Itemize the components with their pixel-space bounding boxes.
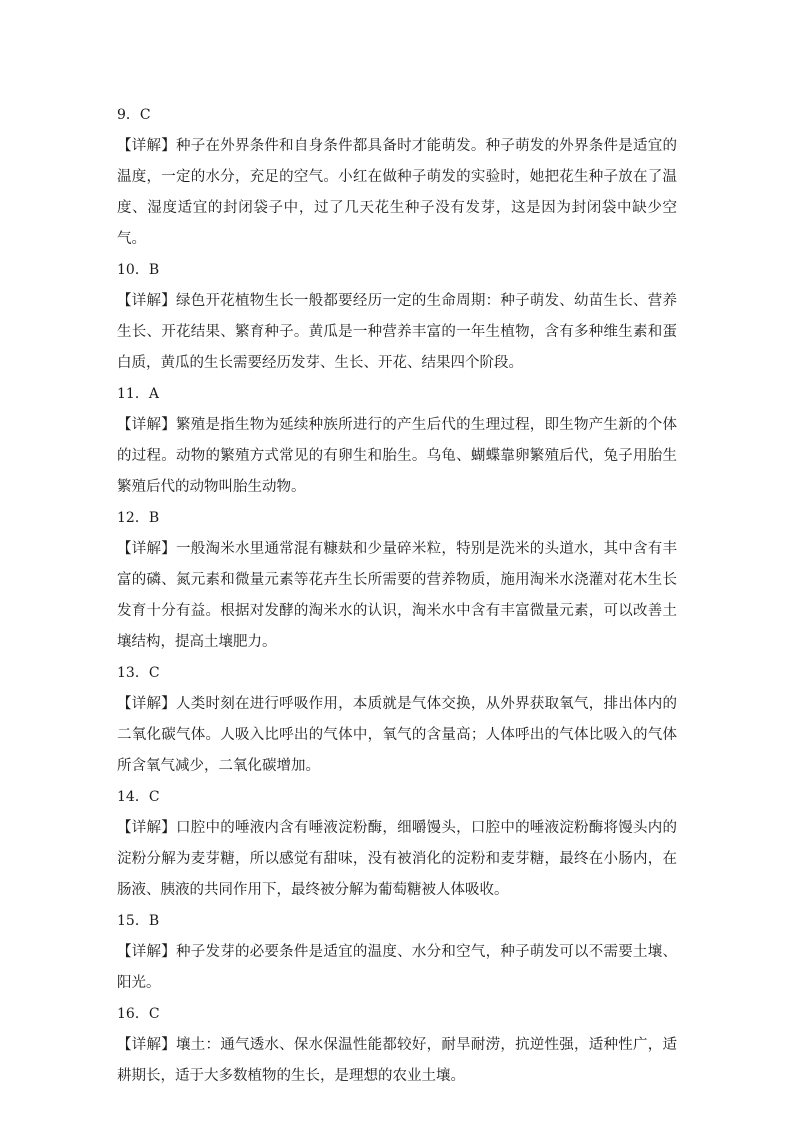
answer-explanations (117, 100, 677, 1092)
answer-number: 16．C (117, 1006, 160, 1022)
answer-number: 15．B (117, 913, 160, 929)
answer-explanation: 【详解】种子发芽的必要条件是适宜的温度、水分和空气，种子萌发可以不需要土壤、阳光。 (117, 944, 677, 991)
answer-explanation: 【详解】绿色开花植物生长一般都要经历一定的生命周期：种子萌发、幼苗生长、营养生长、开花结果、繁育种子。黄瓜是一种营养丰富的一年生植物，含有多种维生素和蛋白质，黄瓜的生长需要经历发芽、生长、开花、结果四个阶段。 (117, 293, 677, 371)
answer-number: 14．C (117, 789, 160, 805)
answer-number: 10．B (117, 262, 160, 278)
answer-explanation: 【详解】繁殖是指生物为延续种族所进行的产生后代的生理过程，即生物产生新的个体的过程。动物的繁殖方式常见的有卵生和胎生。乌龟、蝴蝶靠卵繁殖后代，兔子用胎生繁殖后代的动物叫胎生动物。 (117, 417, 677, 495)
answer-explanation: 【详解】口腔中的唾液内含有唾液淀粉酶，细嚼馒头，口腔中的唾液淀粉酶将馒头内的淀粉分解为麦芽糖，所以感觉有甜味，没有被消化的淀粉和麦芽糖，最终在小肠内，在肠液、胰液的共同作用下，最终被分解为葡萄糖被人体吸收。 (117, 820, 677, 898)
answer-number: 9．C (117, 107, 151, 123)
answer-explanation: 【详解】壤土：通气透水、保水保温性能都较好，耐旱耐涝，抗逆性强，适种性广，适耕期长，适于大多数植物的生长，是理想的农业土壤。 (117, 1037, 677, 1084)
answer-explanation: 【详解】种子在外界条件和自身条件都具备时才能萌发。种子萌发的外界条件是适宜的温度，一定的水分，充足的空气。小红在做种子萌发的实验时，她把花生种子放在了温度、湿度适宜的封闭袋子中，过了几天花生种子没有发芽，这是因为封闭袋中缺少空气。 (117, 138, 677, 247)
answer-number: 13．C (117, 665, 160, 681)
answer-explanation: 【详解】人类时刻在进行呼吸作用，本质就是气体交换，从外界获取氧气，排出体内的二氧化碳气体。人吸入比呼出的气体中，氧气的含量高；人体呼出的气体比吸入的气体所含氧气减少，二氧化碳增加。 (117, 696, 677, 774)
answer-number: 12．B (117, 510, 160, 526)
answer-explanation: 【详解】一般淘米水里通常混有糠麸和少量碎米粒，特别是洗米的头道水，其中含有丰富的磷、氮元素和微量元素等花卉生长所需要的营养物质，施用淘米水浇灌对花木生长发育十分有益。根据对发酵的淘米水的认识，淘米水中含有丰富微量元素，可以改善土壤结构，提高土壤肥力。 (117, 541, 677, 650)
answer-number: 11．A (117, 386, 159, 402)
